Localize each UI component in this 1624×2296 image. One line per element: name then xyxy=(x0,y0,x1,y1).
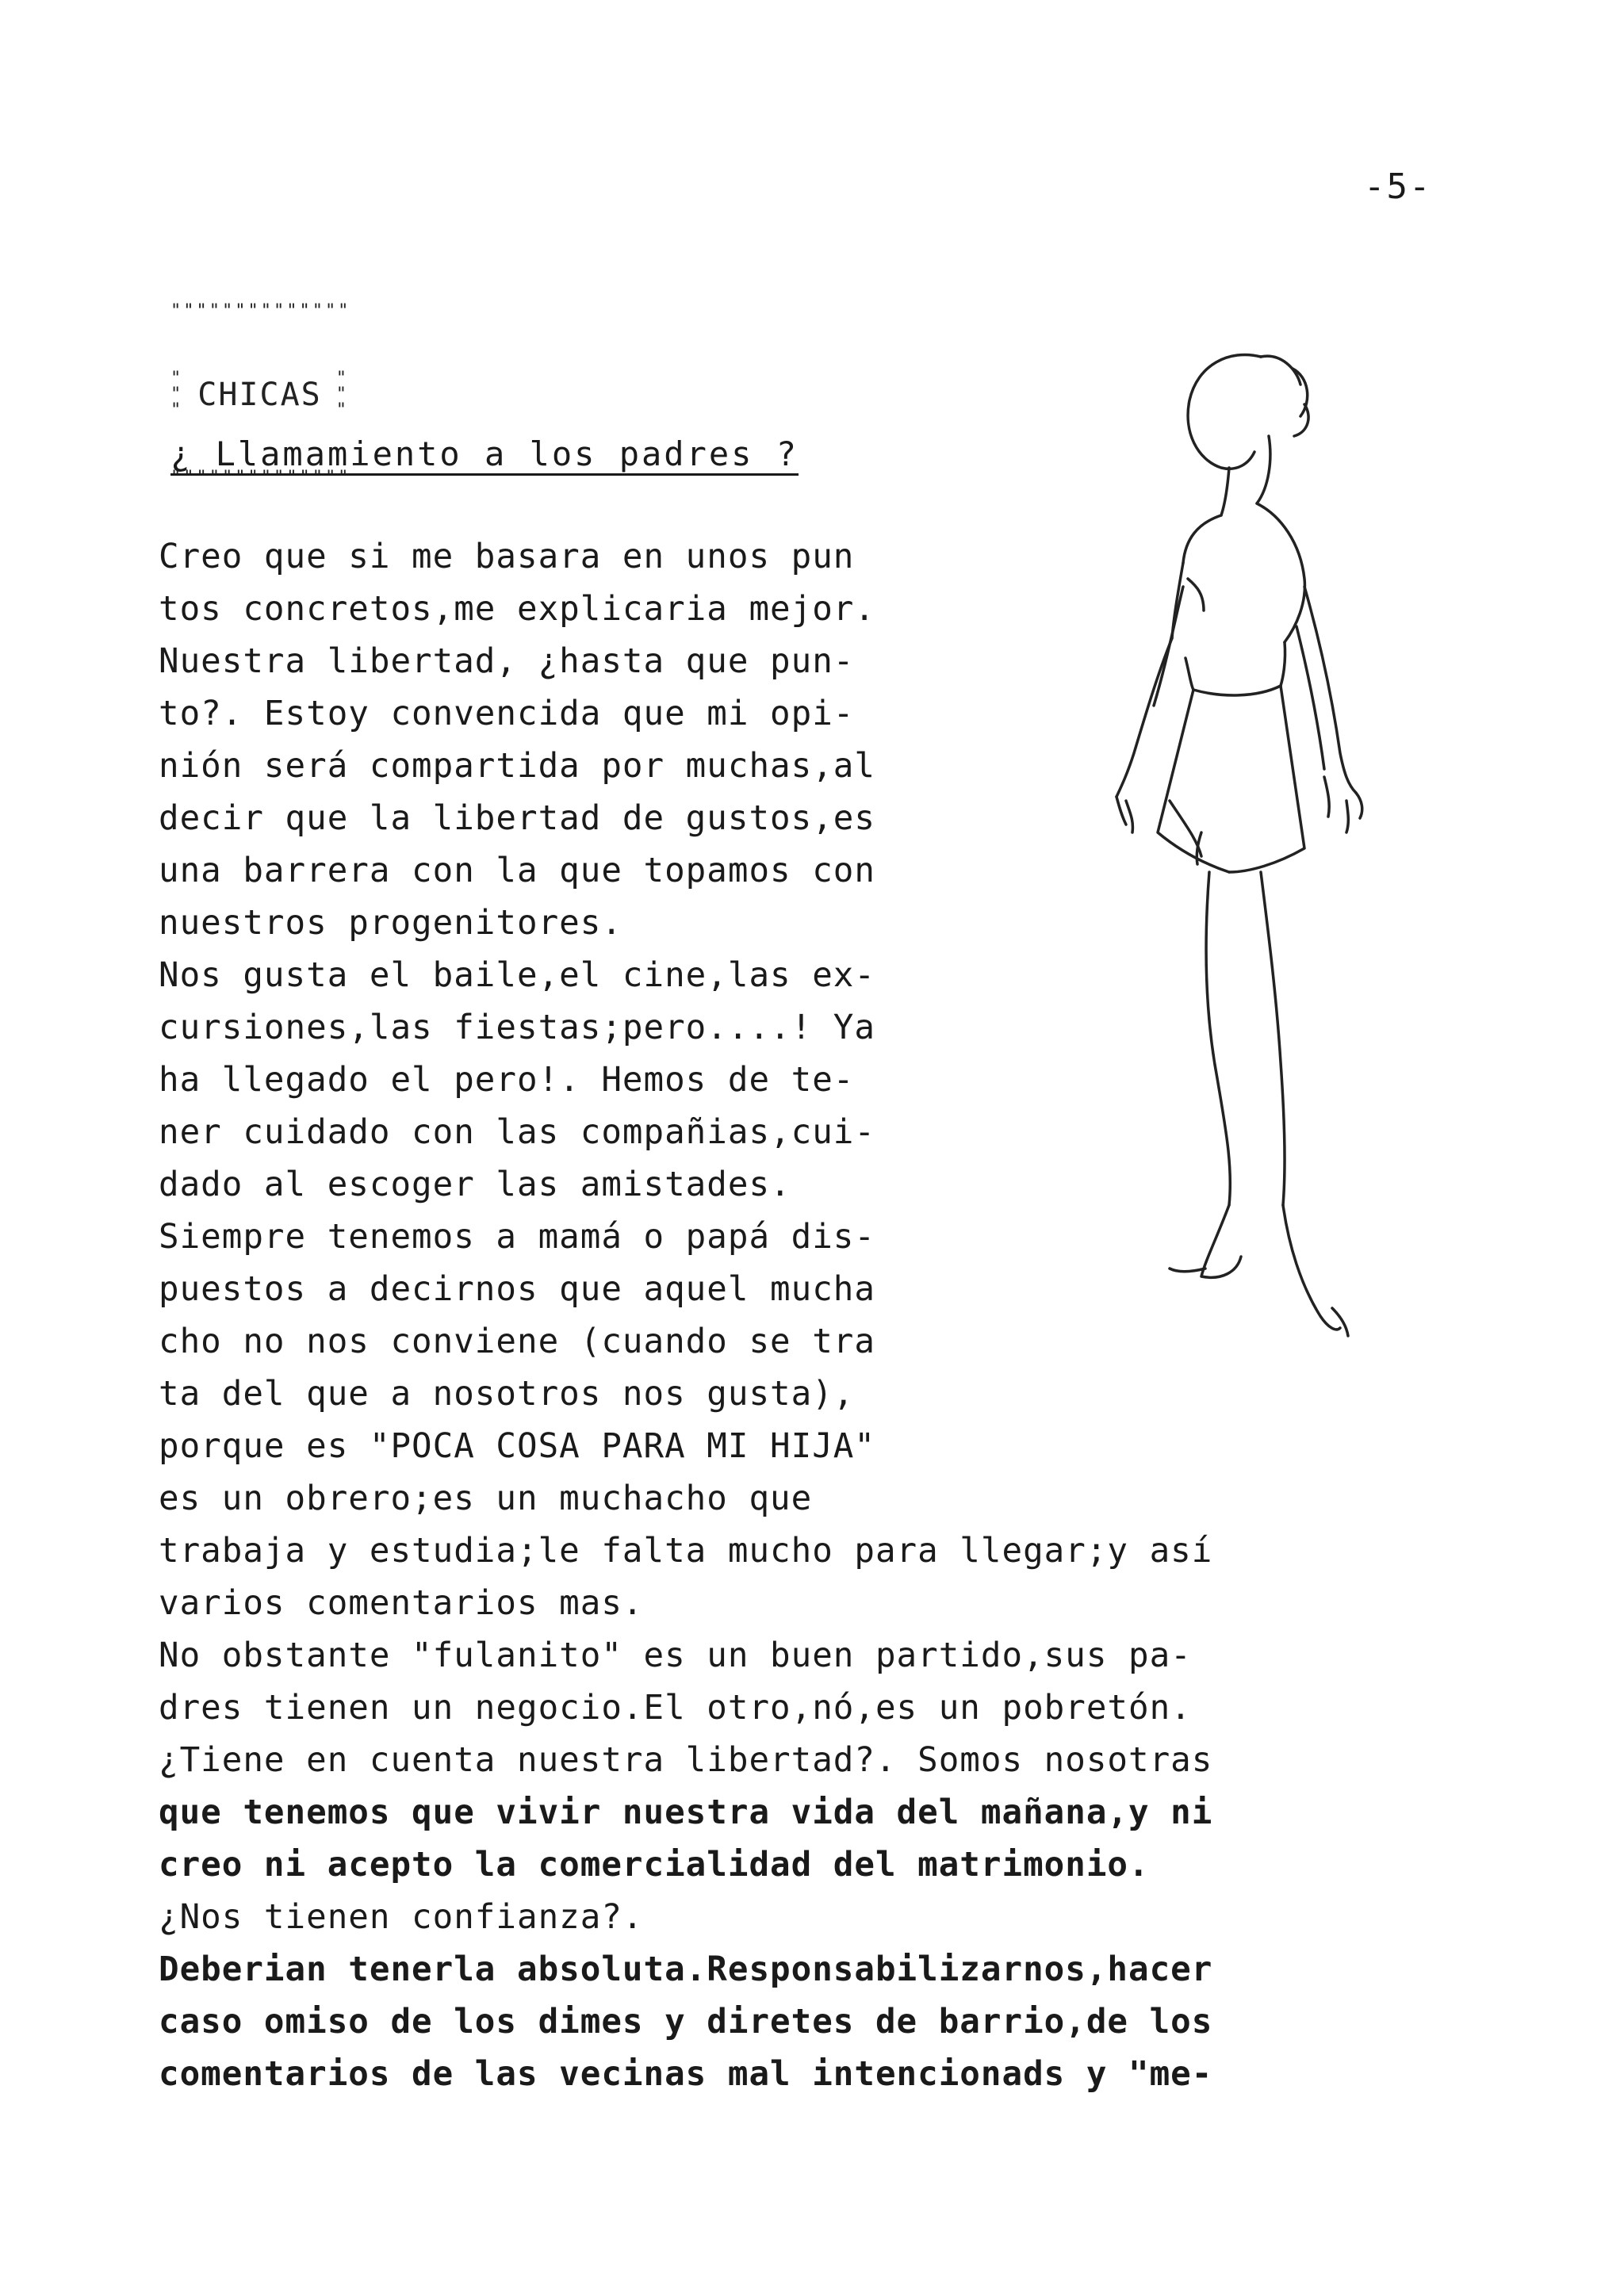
article-line: comentarios de las vecinas mal intencionads y "me- xyxy=(159,2055,1213,2094)
section-header xyxy=(170,252,350,514)
page-number: -5- xyxy=(1364,166,1432,207)
article-line: dres tienen un negocio.El otro,nó,es un pobretón. xyxy=(159,1689,1192,1728)
article-line: puestos a decirnos que aquel mucha xyxy=(159,1270,875,1309)
article-line: trabaja y estudia;le falta mucho para llegar;y así xyxy=(159,1532,1213,1571)
article-line: decir que la libertad de gustos,es xyxy=(159,799,875,838)
section-border-right: " " " xyxy=(335,369,349,420)
article-line: nuestros progenitores. xyxy=(159,904,622,943)
article-line: Deberian tenerla absoluta.Responsabilizarnos,hacer xyxy=(159,1950,1213,1989)
woman-sketch-icon xyxy=(1110,325,1475,1419)
article-line: varios comentarios mas. xyxy=(159,1584,644,1623)
article-line: porque es "POCA COSA PARA MI HIJA" xyxy=(159,1427,875,1466)
article-line: ner cuidado con las compañias,cui- xyxy=(159,1113,875,1152)
article-line: una barrera con la que topamos con xyxy=(159,851,875,890)
article-line: cursiones,las fiestas;pero....! Ya xyxy=(159,1008,875,1047)
article-line: ha llegado el pero!. Hemos de te- xyxy=(159,1061,855,1100)
article-line: es un obrero;es un muchacho que xyxy=(159,1479,813,1518)
article-line: creo ni acepto la comercialidad del matrimonio. xyxy=(159,1846,1150,1885)
article-line: Nuestra libertad, ¿hasta que pun- xyxy=(159,642,855,681)
article-line: ta del que a nosotros nos gusta), xyxy=(159,1375,855,1414)
article-line: cho no nos conviene (cuando se tra xyxy=(159,1322,875,1361)
section-border-left: " " " xyxy=(170,369,184,420)
article-line: No obstante "fulanito" es un buen partido,sus pa- xyxy=(159,1636,1192,1675)
article-line: Siempre tenemos a mamá o papá dis- xyxy=(159,1218,875,1257)
article-line: ¿Tiene en cuenta nuestra libertad?. Somos nosotras xyxy=(159,1741,1213,1780)
article-line: ¿Nos tienen confianza?. xyxy=(159,1898,644,1937)
article-line: tos concretos,me explicaria mejor. xyxy=(159,590,875,629)
article-headline: ¿ Llamamiento a los padres ? xyxy=(170,434,799,473)
article-line: to?. Estoy convencida que mi opi- xyxy=(159,695,855,733)
article-line: caso omiso de los dimes y diretes de barrio,de los xyxy=(159,2003,1213,2042)
section-border-top: """""""""""""" xyxy=(170,301,351,321)
article-line: que tenemos que vivir nuestra vida del mañana,y ni xyxy=(159,1793,1213,1832)
section-title: CHICAS xyxy=(197,377,322,413)
article-line: nión será compartida por muchas,al xyxy=(159,747,875,786)
section-border-bottom: """""""""""""" xyxy=(170,468,351,488)
article-line: Creo que si me basara en unos pun xyxy=(159,538,855,576)
article-line: Nos gusta el baile,el cine,las ex- xyxy=(159,956,875,995)
article-line: dado al escoger las amistades. xyxy=(159,1165,791,1204)
